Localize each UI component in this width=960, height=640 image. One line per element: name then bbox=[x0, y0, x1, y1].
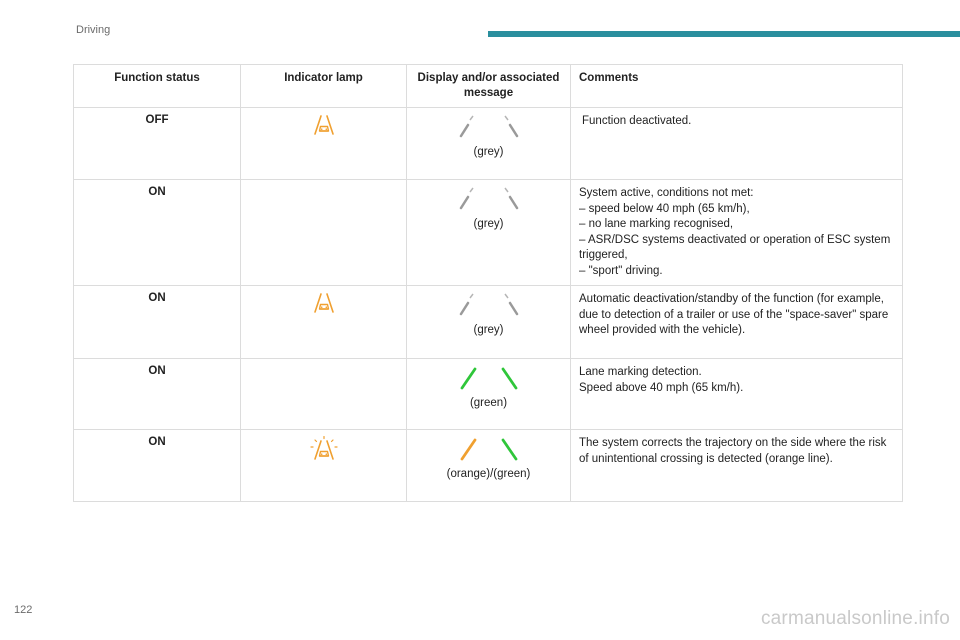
display-caption: (orange)/(green) bbox=[446, 468, 531, 480]
lamp-cell bbox=[241, 286, 407, 359]
display-cell bbox=[407, 359, 571, 430]
comment-line: – ASR/DSC systems deactivated or operation of ESC system triggered, bbox=[579, 233, 891, 261]
comment-line: Function deactivated. bbox=[582, 115, 692, 127]
header-indicator-lamp: Indicator lamp bbox=[241, 65, 407, 108]
status-cell: ON bbox=[74, 286, 241, 359]
display-caption: (grey) bbox=[473, 146, 504, 158]
header-comments: Comments bbox=[571, 65, 903, 108]
lane-keep-orange-active-icon bbox=[310, 436, 338, 462]
display-cell bbox=[407, 286, 571, 359]
function-status-table bbox=[73, 64, 903, 502]
comment-cell bbox=[571, 108, 903, 180]
orange-green-lane-lines-icon bbox=[459, 436, 519, 462]
table-row bbox=[74, 108, 903, 180]
grey-lane-lines-icon bbox=[459, 114, 519, 140]
lane-keep-orange-icon bbox=[312, 114, 336, 138]
display-caption: (grey) bbox=[473, 324, 504, 336]
status-cell: ON bbox=[74, 359, 241, 430]
header-accent-bar bbox=[488, 31, 960, 37]
green-lane-lines-icon bbox=[459, 365, 519, 391]
comment-line: Lane marking detection. bbox=[579, 366, 702, 378]
header-display-message: Display and/or associated message bbox=[407, 65, 571, 108]
comment-cell bbox=[571, 430, 903, 502]
comment-cell bbox=[571, 286, 903, 359]
display-cell bbox=[407, 430, 571, 502]
lamp-cell bbox=[241, 180, 407, 286]
comment-cell bbox=[571, 359, 903, 430]
display-caption: (grey) bbox=[473, 218, 504, 230]
comment-line: – "sport" driving. bbox=[579, 264, 663, 277]
table-row bbox=[74, 430, 903, 502]
status-cell: ON bbox=[74, 430, 241, 502]
comment-line: – speed below 40 mph (65 km/h), bbox=[579, 202, 750, 215]
grey-lane-lines-icon bbox=[459, 186, 519, 212]
comment-line: The system corrects the trajectory on the side where the risk of unintentional crossing is detected (orange line). bbox=[579, 437, 887, 465]
display-cell bbox=[407, 108, 571, 180]
grey-lane-lines-icon bbox=[459, 292, 519, 318]
page-number: 122 bbox=[14, 604, 33, 616]
display-caption: (green) bbox=[469, 397, 508, 409]
lamp-cell bbox=[241, 108, 407, 180]
lane-keep-orange-icon bbox=[312, 292, 336, 316]
section-title: Driving bbox=[76, 24, 111, 36]
table-row bbox=[74, 286, 903, 359]
status-cell: OFF bbox=[74, 108, 241, 180]
status-cell: ON bbox=[74, 180, 241, 286]
comment-line: Speed above 40 mph (65 km/h). bbox=[579, 381, 744, 394]
lamp-cell bbox=[241, 430, 407, 502]
lamp-cell bbox=[241, 359, 407, 430]
table-row bbox=[74, 359, 903, 430]
comment-line: System active, conditions not met: bbox=[579, 187, 754, 199]
table-row bbox=[74, 180, 903, 286]
watermark: carmanualsonline.info bbox=[760, 608, 950, 629]
table-header-row bbox=[74, 65, 903, 108]
comment-line: – no lane marking recognised, bbox=[579, 218, 734, 230]
comment-cell bbox=[571, 180, 903, 286]
comment-line: Automatic deactivation/standby of the function (for example, due to detection of a trailer or use of the "space-saver" spare wheel provided with the vehicle). bbox=[579, 293, 889, 336]
display-cell bbox=[407, 180, 571, 286]
header-function-status: Function status bbox=[74, 65, 241, 108]
